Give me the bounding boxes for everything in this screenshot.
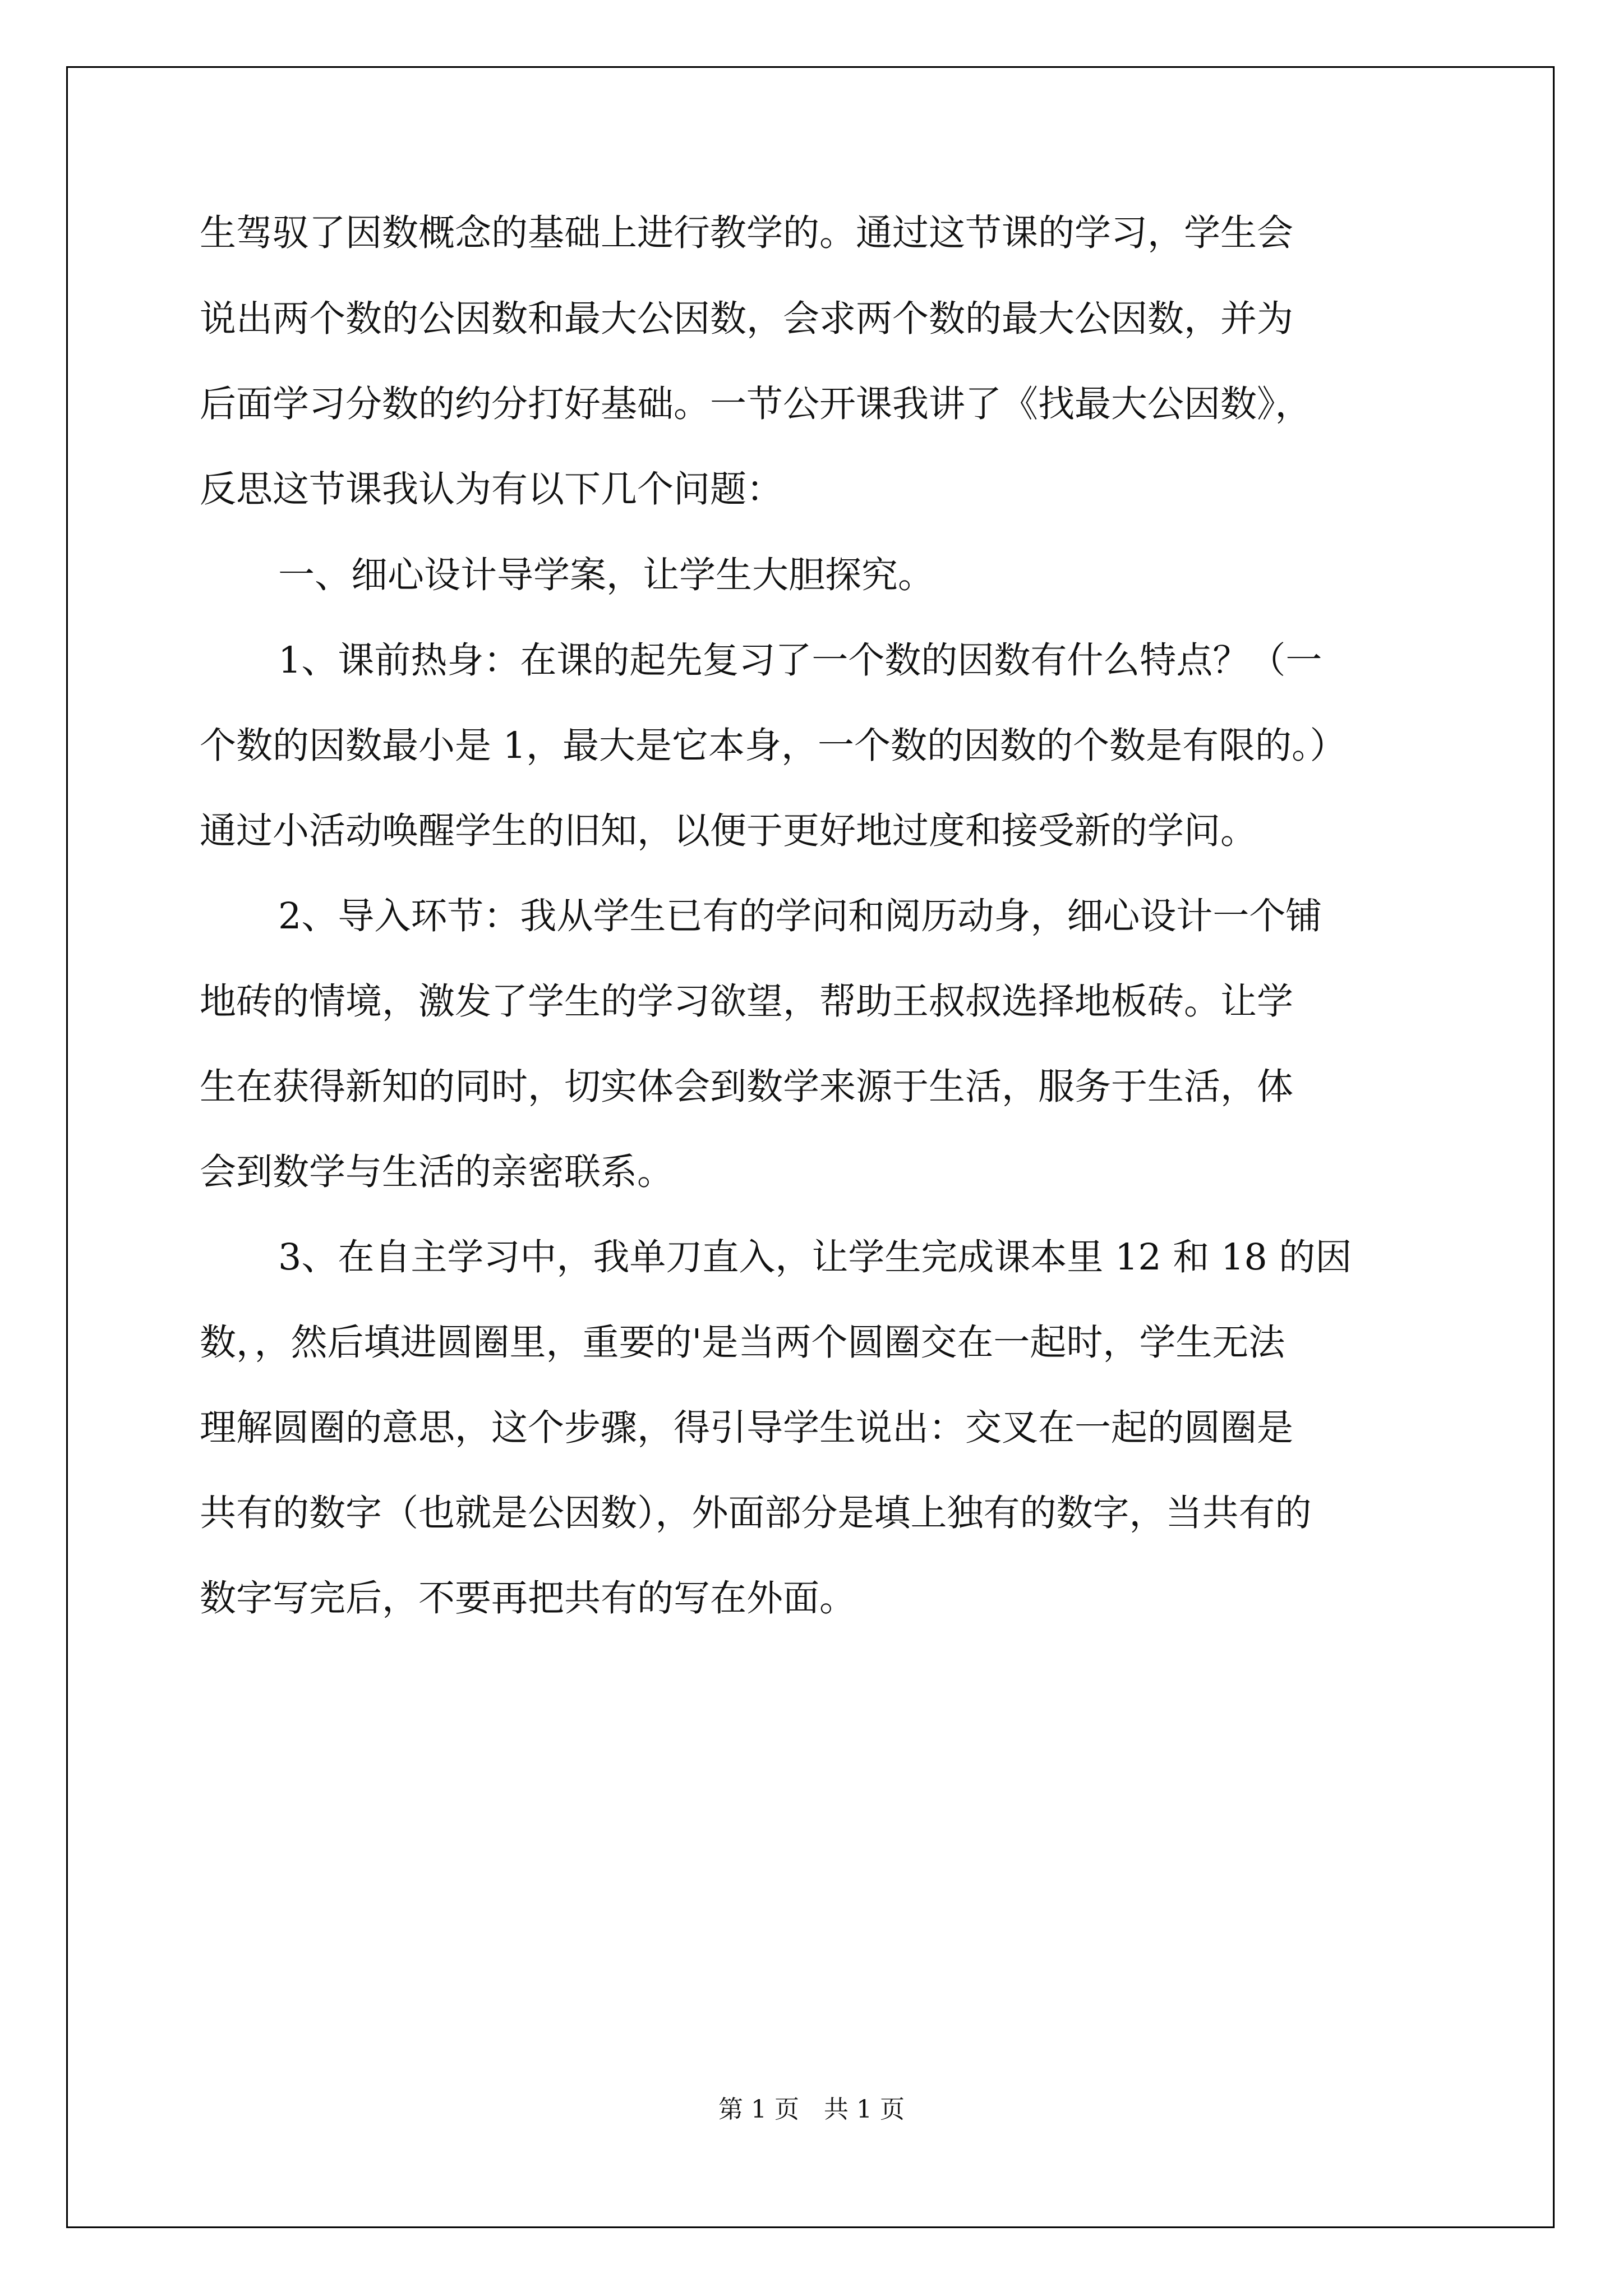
text-line: 后面学习分数的约分打好基础。一节公开课我讲了《找最大公因数》， (200, 383, 1312, 425)
text-line: 生驾驭了因数概念的基础上进行教学的。通过这节课的学习，学生会 (200, 212, 1294, 254)
page-footer: 第 1 页 共 1 页 (718, 2095, 905, 2124)
text-line: 会到数学与生活的亲密联系。 (200, 1151, 674, 1193)
text-line: 数字写完后，不要再把共有的写在外面。 (200, 1577, 856, 1619)
text-line: 3、在自主学习中，我单刀直入，让学生完成课本里 12 和 18 的因 (278, 1236, 1352, 1278)
text-line: 通过小活动唤醒学生的旧知，以便于更好地过度和接受新的学问。 (200, 810, 1257, 852)
text-line: 反思这节课我认为有以下几个问题： (200, 468, 783, 510)
text-line: 数，，然后填进圆圈里，重要的'是当两个圆圈交在一起时，学生无法 (200, 1322, 1285, 1364)
text-line: 生在获得新知的同时，切实体会到数学来源于生活，服务于生活，体 (200, 1066, 1294, 1108)
text-line: 2、导入环节：我从学生已有的学问和阅历动身，细心设计一个铺 (278, 895, 1322, 937)
text-line: 1、课前热身：在课的起先复习了一个数的因数有什么特点？（一 (278, 639, 1322, 682)
text-line: 说出两个数的公因数和最大公因数，会求两个数的最大公因数，并为 (200, 298, 1294, 340)
text-line: 个数的因数最小是 1，最大是它本身，一个数的因数的个数是有限的。） (200, 725, 1347, 767)
text-line: 理解圆圈的意思，这个步骤，得引导学生说出：交叉在一起的圆圈是 (200, 1407, 1294, 1449)
text-line: 地砖的情境，激发了学生的学习欲望，帮助王叔叔选择地板砖。让学 (200, 981, 1294, 1023)
text-line: 共有的数字（也就是公因数），外面部分是填上独有的数字，当共有的 (200, 1492, 1312, 1534)
section-heading: 一、细心设计导学案，让学生大胆探究。 (278, 554, 935, 596)
